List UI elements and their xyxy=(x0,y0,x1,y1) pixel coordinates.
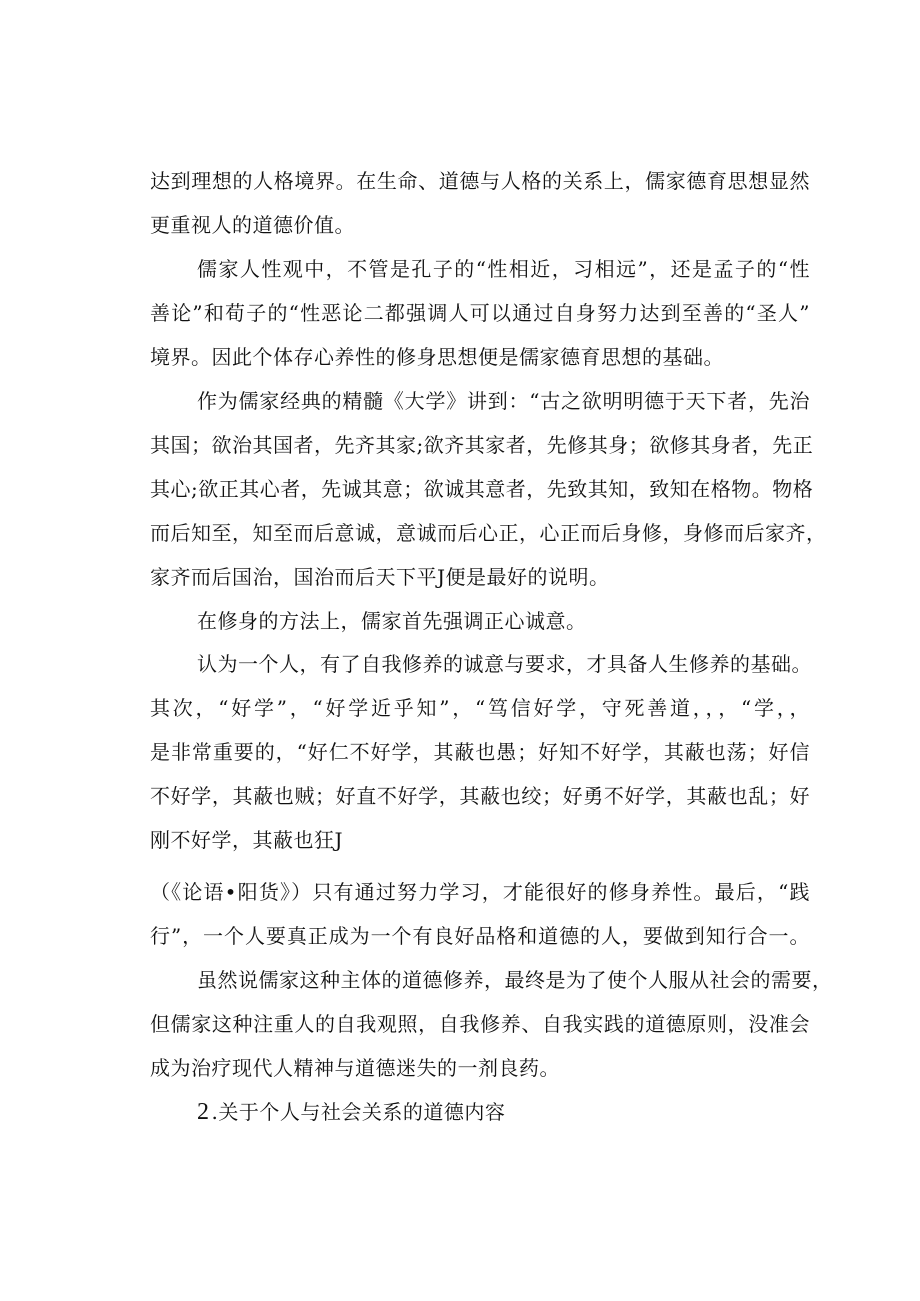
text-line: 但儒家这种注重人的自我观照，自我修养、自我实践的道德原则，没准会 xyxy=(150,1012,810,1036)
text-line: 儒家人性观中，不管是孔子的“性相近，习相远”，还是孟子的“性 xyxy=(197,257,810,281)
text-line: 认为一个人，有了自我修养的诚意与要求，才具备人生修养的基础。 xyxy=(197,652,812,676)
text-line: 其次，“好学”，“好学近乎知”，“笃信好学，守死善道，，，“学，， xyxy=(150,696,810,720)
text-line: 作为儒家经典的精髓《大学》讲到：“古之欲明明德于天下者，先治 xyxy=(197,389,810,413)
section-heading xyxy=(197,1098,505,1126)
text-line: 而后知至，知至而后意诚，意诚而后心正，心正而后身修，身修而后家齐， xyxy=(150,521,827,545)
text-line: 更重视人的道德价值。 xyxy=(150,213,355,237)
section-title: .关于个人与社会关系的道德内容 xyxy=(211,1100,506,1124)
text-line: 家齐而后国治，国治而后天下平J便是最好的说明。 xyxy=(150,565,610,589)
text-line: 刚不好学，其蔽也狂J xyxy=(150,828,344,852)
section-number: 2 xyxy=(197,1099,210,1125)
text-line: 在修身的方法上，儒家首先强调正心诚意。 xyxy=(197,609,587,633)
text-line: 不好学，其蔽也贼；好直不好学，其蔽也绞；好勇不好学，其蔽也乱；好 xyxy=(150,784,810,808)
text-line: 其心;欲正其心者，先诚其意；欲诚其意者，先致其知，致知在格物。物格 xyxy=(150,477,814,501)
text-line: 其国；欲治其国者，先齐其家;欲齐其家者，先修其身；欲修其身者，先正 xyxy=(150,433,814,457)
text-line: 成为治疗现代人精神与道德迷失的一剂良药。 xyxy=(150,1056,560,1080)
text-line: （《论语•阳货》）只有通过努力学习，才能很好的修身养性。最后，“践 xyxy=(150,880,810,904)
text-line: 行”，一个人要真正成为一个有良好品格和道德的人，要做到知行合一。 xyxy=(150,924,810,948)
text-line: 是非常重要的，“好仁不好学，其蔽也愚；好知不好学，其蔽也荡；好信 xyxy=(150,740,810,764)
text-line: 善论”和荀子的“性恶论二都强调人可以通过自身努力达到至善的“圣人” xyxy=(150,301,810,325)
text-line: 境界。因此个体存心养性的修身思想便是儒家德育思想的基础。 xyxy=(150,345,724,369)
text-line: 达到理想的人格境界。在生命、道德与人格的关系上，儒家德育思想显然 xyxy=(150,169,810,193)
text-line: 虽然说儒家这种主体的道德修养，最终是为了使个人服从社会的需要， xyxy=(197,968,833,992)
